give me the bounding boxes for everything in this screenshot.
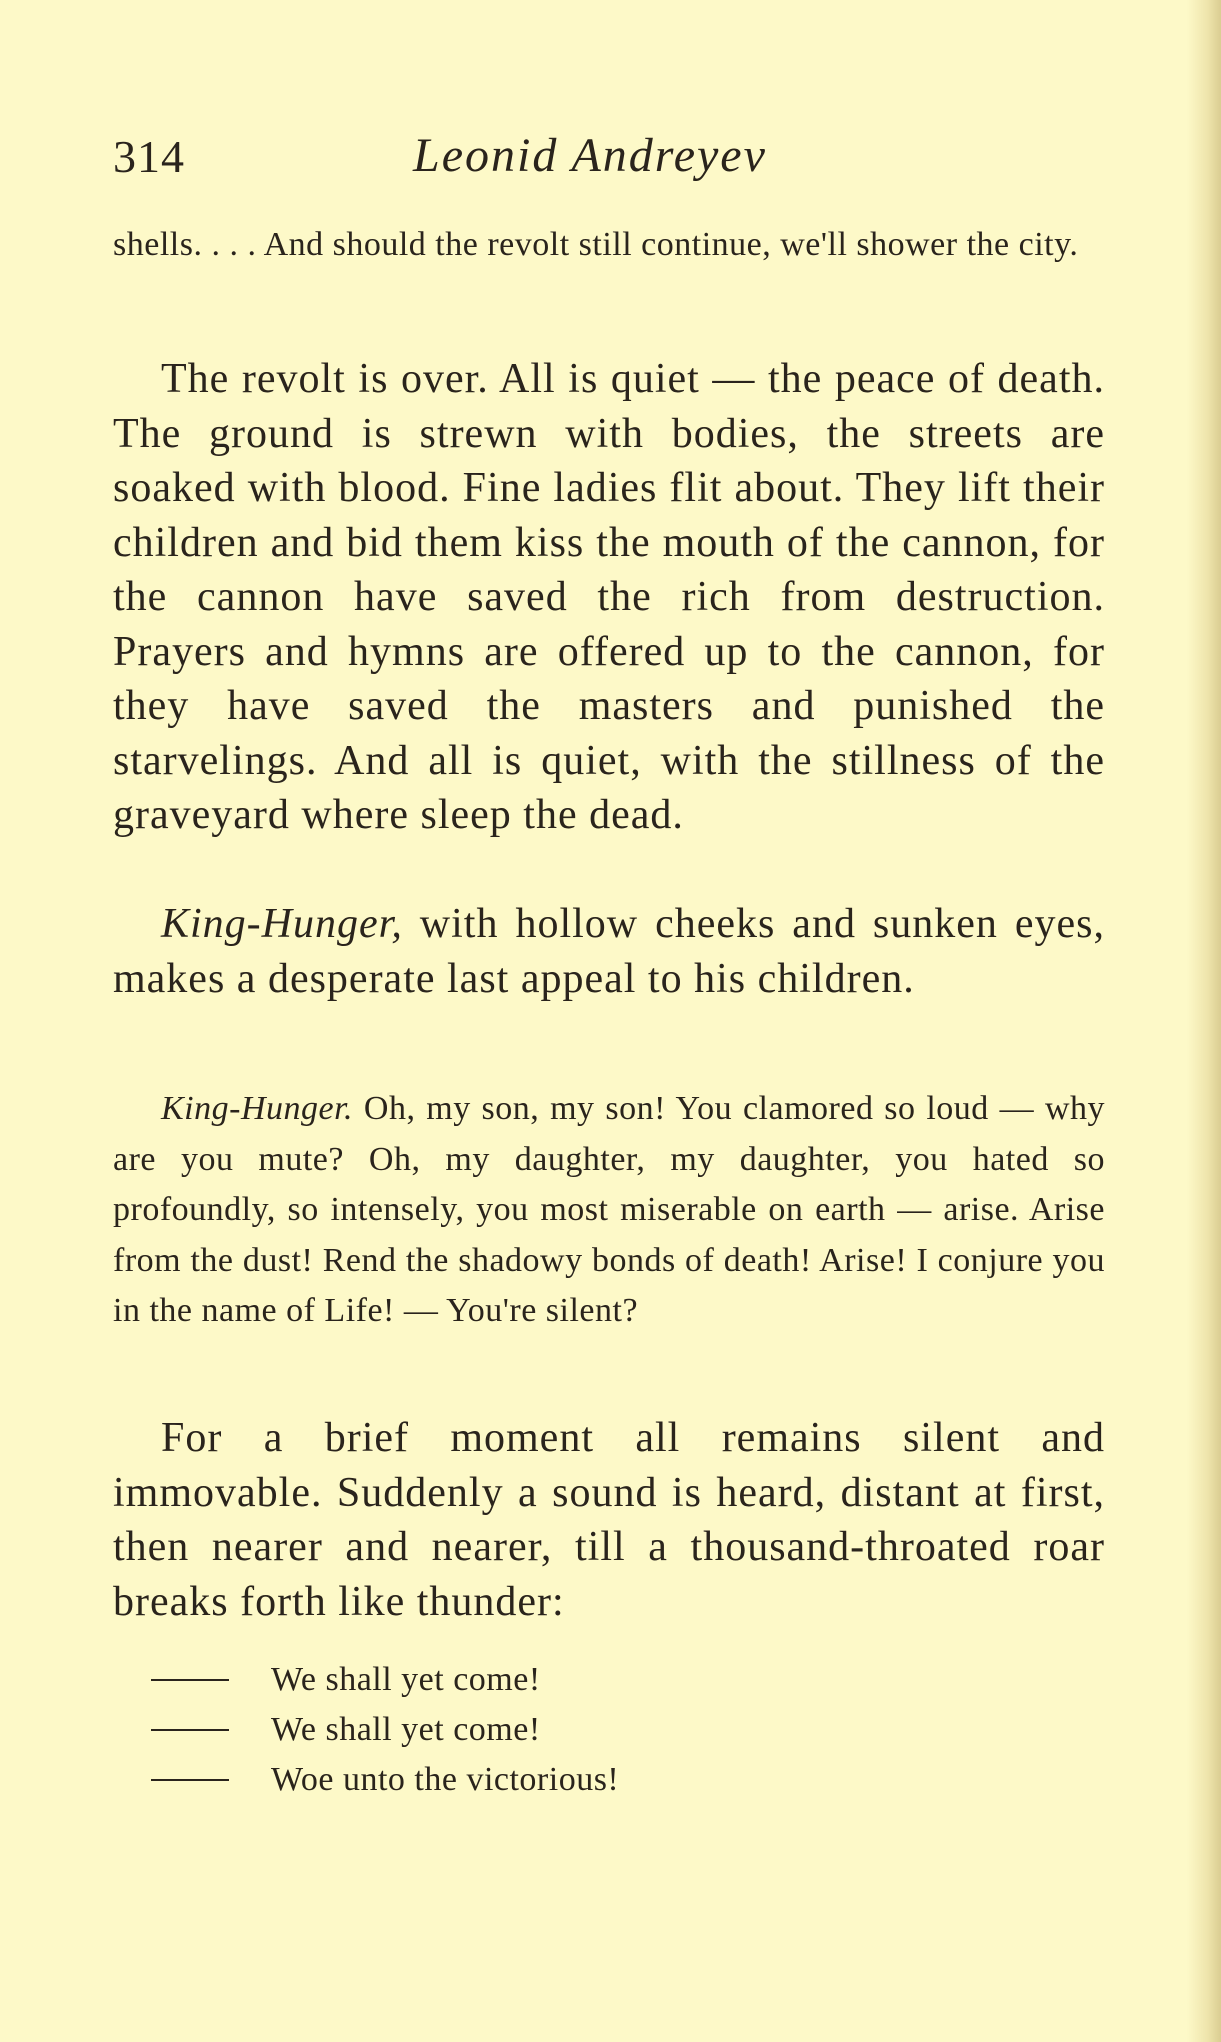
speaker-name: King-Hunger. — [161, 1090, 354, 1127]
dash-rule — [151, 1729, 229, 1731]
speaker-name: King-Hunger, — [161, 901, 403, 947]
dash-rule — [151, 1779, 229, 1781]
dialogue-text: Oh, my son, my son! You clamored so loud — why are you mute? Oh, my daughter, my daughter, you hated so profoundly, so intensely, you most miserable on earth — arise. Arise from the dust! Rend the shadowy bonds of death! Arise! I conjure you in the name of Life! — You're silent? — [113, 1090, 1105, 1329]
page-header — [113, 120, 1105, 190]
page-number: 314 — [113, 131, 185, 182]
paragraph-roar: For a brief moment all remains silent and immovable. Suddenly a sound is heard, distant at first, then nearer and nearer, till a thousand-throated roar breaks forth like thunder: — [113, 1415, 1105, 1625]
chant-line — [151, 1705, 1051, 1755]
dash-rule — [151, 1679, 229, 1681]
page-edge-shading — [1187, 0, 1221, 2042]
book-page — [113, 0, 1105, 2042]
chant-line — [151, 1655, 1051, 1705]
paragraph-text: with hollow cheeks and sunken eyes, makes a desperate last appeal to his children. — [113, 901, 1105, 1002]
paragraph-revolt-over: The revolt is over. All is quiet — the peace of death. The ground is strewn with bodies, the streets are soaked with blood. Fine ladies flit about. They lift their children and bid them kiss the mouth of the cannon, for the cannon have saved the rich from destruction. Prayers and hymns are offered up to the cannon, for they have saved the masters and punished the starvelings. And all is quiet, with the stillness of the graveyard where sleep the dead. — [113, 356, 1105, 838]
chant-line — [151, 1755, 1051, 1805]
chant-list — [151, 1655, 1051, 1805]
paragraph-king-hunger-appeal — [113, 897, 1105, 1006]
chant-text: We shall yet come! — [271, 1711, 541, 1748]
running-head: Leonid Andreyev — [413, 129, 767, 182]
chant-text: Woe unto the victorious! — [271, 1761, 620, 1798]
dialogue-king-hunger — [113, 1084, 1105, 1337]
chant-text: We shall yet come! — [271, 1661, 541, 1698]
paragraph-continuation: shells. . . . And should the revolt still continue, we'll shower the city. — [113, 226, 1079, 263]
